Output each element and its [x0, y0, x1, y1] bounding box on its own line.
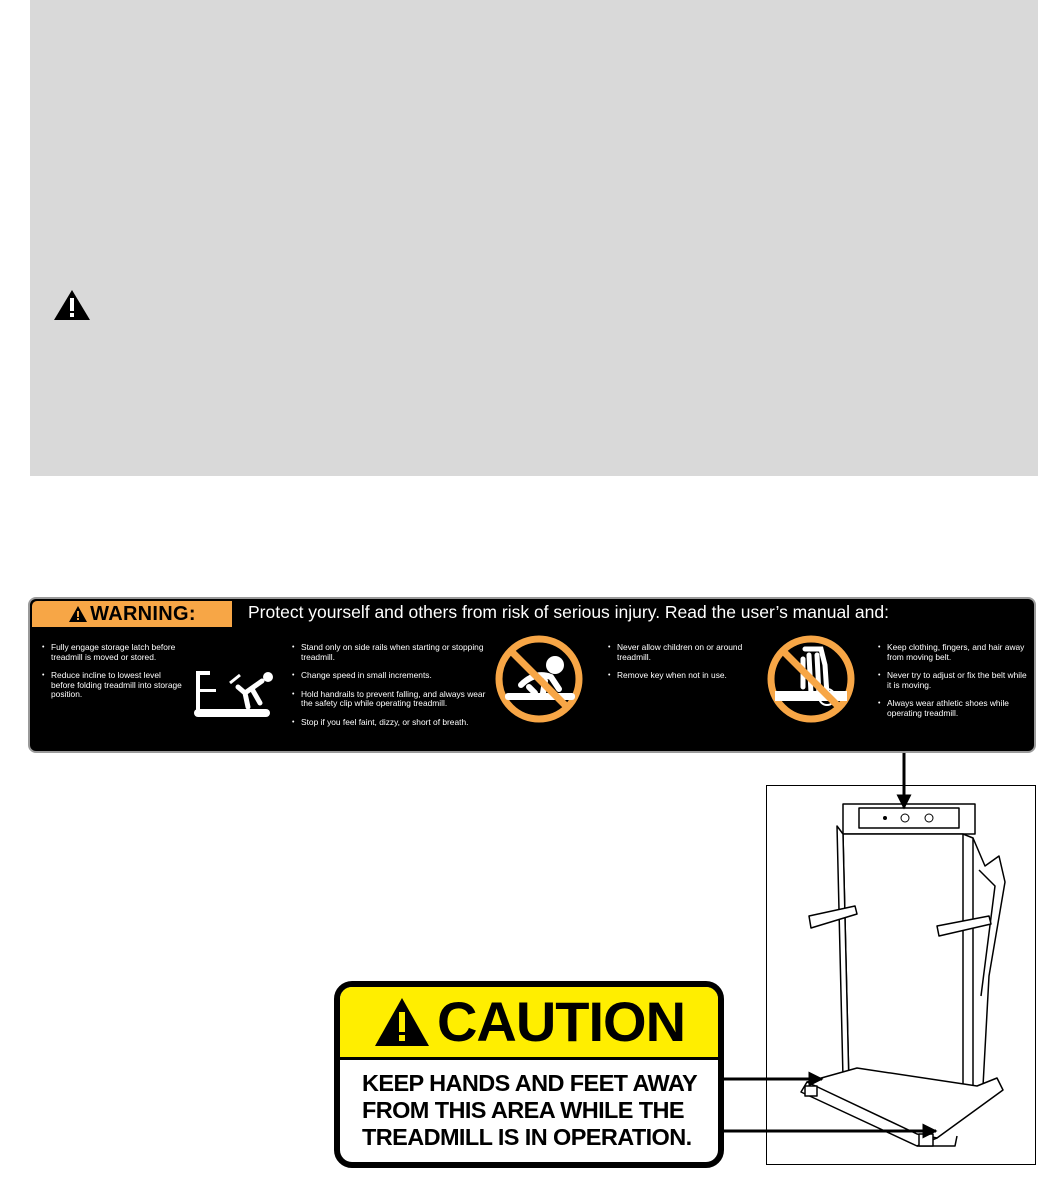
caution-triangle-icon [373, 996, 431, 1048]
caution-decal [334, 981, 724, 1168]
warning-item: • Never try to adjust or fix the belt while it is moving. [878, 671, 1028, 690]
warning-headline: Protect yourself and others from risk of serious injury. Read the user’s manual and: [248, 602, 889, 622]
warning-item: • Stand only on side rails when starting or stopping treadmill. [292, 643, 492, 662]
warning-column-1 [42, 643, 182, 709]
warning-decal [28, 597, 1036, 753]
warning-item: • Always wear athletic shoes while operating treadmill. [878, 699, 1028, 718]
alert-icon [52, 288, 92, 322]
warning-item: • Stop if you feel faint, dizzy, or short of breath. [292, 718, 492, 728]
warning-column-2 [292, 643, 492, 737]
warning-item: • Keep clothing, fingers, and hair away from moving belt. [878, 643, 1028, 662]
caution-header [340, 987, 718, 1060]
no-hand-belt-icon [767, 635, 855, 723]
warning-column-4 [878, 643, 1028, 728]
shaded-notice-area [30, 0, 1038, 476]
caution-title: CAUTION [436, 990, 686, 1053]
warning-item: • Hold handrails to prevent falling, and always wear the safety clip while operating treadmill. [292, 690, 492, 709]
caution-line: KEEP HANDS AND FEET AWAY [362, 1070, 698, 1096]
warning-header [32, 601, 1032, 627]
treadmill-illustration [767, 786, 1035, 1164]
no-children-icon [495, 635, 583, 723]
warning-item: • Remove key when not in use. [608, 671, 748, 681]
warning-item: • Fully engage storage latch before treadmill is moved or stored. [42, 643, 182, 662]
warning-triangle-icon [68, 605, 88, 623]
warning-item: • Reduce incline to lowest level before folding treadmill into storage position. [42, 671, 182, 700]
warning-tag-label: WARNING: [90, 602, 196, 625]
treadmill-illustration-frame [766, 785, 1036, 1165]
warning-tag [32, 601, 232, 627]
caution-line: TREADMILL IS IN OPERATION. [362, 1124, 692, 1150]
warning-column-3 [608, 643, 748, 690]
caution-message [340, 1060, 718, 1151]
warning-item: • Change speed in small increments. [292, 671, 492, 681]
fall-hazard-icon [190, 663, 276, 725]
warning-item: • Never allow children on or around treadmill. [608, 643, 748, 662]
caution-line: FROM THIS AREA WHILE THE [362, 1097, 684, 1123]
